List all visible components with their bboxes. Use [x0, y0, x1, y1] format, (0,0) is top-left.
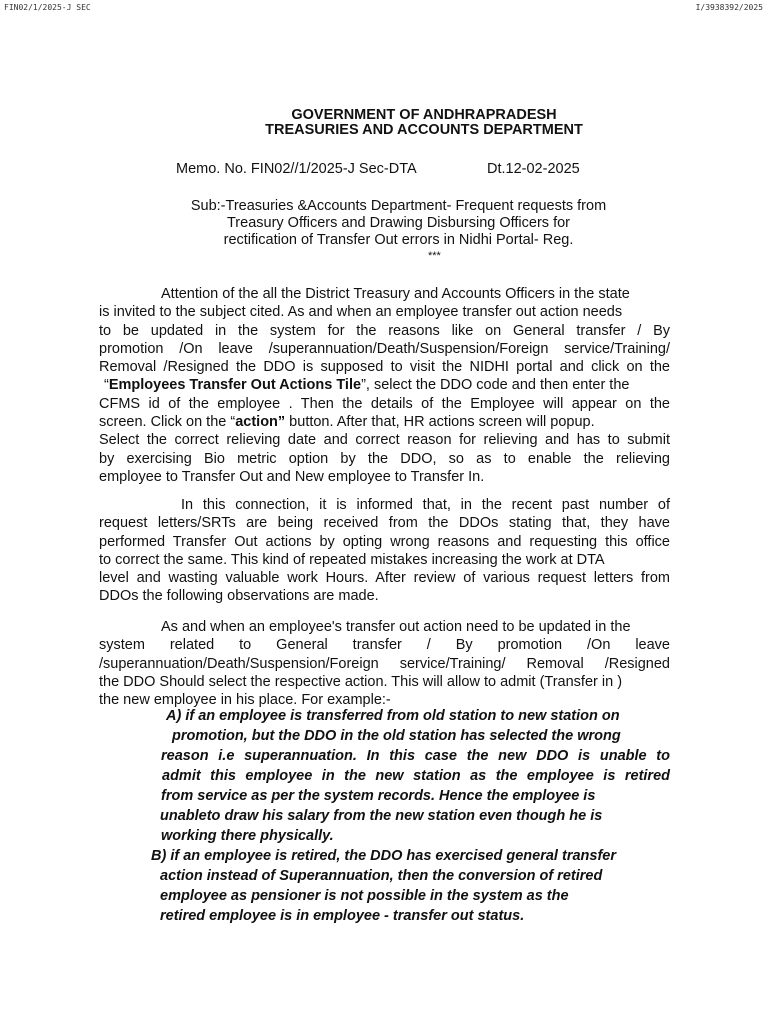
- example-a-line: reason i.e superannuation. In this case the new DDO is unable to: [161, 748, 670, 764]
- paragraph-line: performed Transfer Out actions by opting wrong reasons and requesting this office: [99, 533, 670, 550]
- paragraph-line: [99, 413, 670, 431]
- subject-line-2: Treasury Officers and Drawing Disbursing Officers for: [226, 215, 570, 231]
- tile-name-emphasis: Employees Transfer Out Actions Tile: [108, 377, 362, 394]
- subject-separator: ***: [428, 250, 441, 262]
- paragraph-line: [99, 376, 670, 394]
- quote-open: “: [104, 377, 109, 394]
- memo-number: Memo. No. FIN02//1/2025-J Sec-DTA: [176, 161, 417, 177]
- action-button-emphasis: action”: [235, 414, 286, 431]
- paragraph-line: promotion /On leave /superannuation/Death/Suspension/Foreign service/Training/: [99, 340, 670, 357]
- paragraph-line-tail: button. After that, HR actions screen will popup.: [285, 414, 595, 431]
- example-a-line: unableto draw his salary from the new station even though he is: [160, 808, 603, 824]
- example-a-line: promotion, but the DDO in the old station has selected the wrong: [172, 728, 621, 744]
- example-a-line: A) if an employee is transferred from old station to new station on: [166, 708, 620, 724]
- example-b-line: B) if an employee is retired, the DDO has exercised general transfer: [151, 848, 616, 864]
- paragraph-line: As and when an employee's transfer out action need to be updated in the: [161, 619, 631, 635]
- paragraph-line: CFMS id of the employee . Then the details of the Employee will appear on the: [99, 395, 670, 412]
- paragraph-line: the new employee in his place. For example:-: [99, 692, 391, 709]
- file-reference-left: FIN02/1/2025-J SEC: [4, 3, 91, 12]
- subject-line-1: Sub:-Treasuries &Accounts Department- Frequent requests from: [190, 198, 607, 214]
- heading-government: GOVERNMENT OF ANDHRAPRADESH: [291, 107, 557, 123]
- paragraph-line: to be updated in the system for the reasons like on General transfer / By: [99, 322, 670, 339]
- paragraph-line: by exercising Bio metric option by the DDO, so as to enable the relieving: [99, 450, 670, 467]
- subject-line-3: rectification of Transfer Out errors in Nidhi Portal- Reg.: [223, 232, 574, 248]
- paragraph-line: Select the correct relieving date and correct reason for relieving and has to submit: [99, 432, 670, 449]
- paragraph-line: employee to Transfer Out and New employee to Transfer In.: [99, 468, 485, 485]
- paragraph-line-tail: ”, select the DDO code and then enter the: [361, 377, 630, 394]
- file-reference-right: I/3938392/2025: [695, 3, 763, 12]
- paragraph-line: /superannuation/Death/Suspension/Foreign service/Training/ Removal /Resigned: [99, 655, 670, 672]
- example-a-line: admit this employee in the new station as the employee is retired: [162, 768, 670, 784]
- example-a-line: working there physically.: [161, 828, 334, 844]
- paragraph-line: request letters/SRTs are being received from the DDOs stating that, they have: [99, 515, 670, 532]
- paragraph-attention: [99, 285, 670, 486]
- paragraph-procedure: [99, 618, 670, 709]
- example-b-line: retired employee is in employee - transfer out status.: [160, 908, 525, 924]
- paragraph-observations: [99, 496, 670, 606]
- paragraph-line: Removal /Resigned the DDO is supposed to visit the NIDHI portal and click on the: [99, 359, 670, 376]
- example-a-line: from service as per the system records. Hence the employee is: [161, 788, 596, 804]
- example-b-line: employee as pensioner is not possible in the system as the: [160, 888, 569, 904]
- example-b-line: action instead of Superannuation, then the conversion of retired: [160, 868, 603, 884]
- paragraph-line: is invited to the subject cited. As and when an employee transfer out action needs: [99, 304, 623, 321]
- paragraph-line-head: screen. Click on the “: [99, 414, 236, 431]
- heading-department: TREASURIES AND ACCOUNTS DEPARTMENT: [265, 122, 583, 138]
- paragraph-line: In this connection, it is informed that, in the recent past number of: [181, 497, 670, 513]
- paragraph-line: Attention of the all the District Treasury and Accounts Officers in the state: [161, 286, 630, 302]
- paragraph-line: the DDO Should select the respective action. This will allow to admit (Transfer in ): [99, 673, 623, 690]
- paragraph-line: system related to General transfer / By promotion /On leave: [99, 637, 670, 654]
- paragraph-line: level and wasting valuable work Hours. After review of various request letters from: [99, 570, 670, 587]
- memo-date: Dt.12-02-2025: [487, 161, 580, 177]
- paragraph-line: to correct the same. This kind of repeated mistakes increasing the work at DTA: [99, 551, 605, 568]
- paragraph-line: DDOs the following observations are made.: [99, 588, 379, 605]
